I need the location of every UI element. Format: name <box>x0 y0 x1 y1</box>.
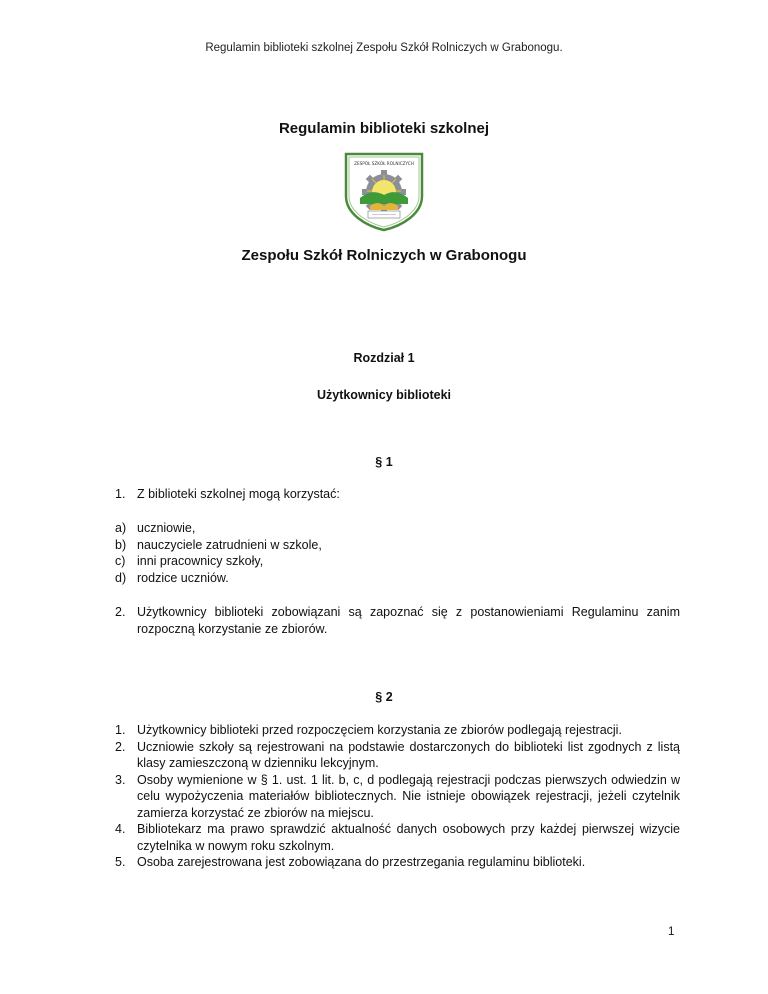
list-letter: a) <box>115 521 127 535</box>
list-item <box>115 739 680 772</box>
item-number: 1. <box>115 723 126 737</box>
section-1-item-2 <box>115 604 680 637</box>
list-text: rodzice uczniów. <box>137 570 229 585</box>
list-item <box>115 553 322 570</box>
section-2-list <box>115 722 680 871</box>
crest-text: ZESPÓŁ SZKÓŁ ROLNICZYCH <box>354 161 414 166</box>
item-text: Z biblioteki szkolnej mogą korzystać: <box>137 487 340 501</box>
page-number: 1 <box>668 926 675 938</box>
list-item <box>115 821 680 854</box>
list-item <box>115 854 680 871</box>
item-text: Użytkownicy biblioteki zobowiązani są zapoznać się z postanowieniami Regulaminu zanim rozpoczną korzystanie ze zbiorów. <box>137 605 680 636</box>
item-number: 5. <box>115 855 126 869</box>
list-item <box>115 772 680 822</box>
list-letter: c) <box>115 554 126 568</box>
list-item <box>115 537 322 554</box>
item-number: 3. <box>115 772 126 787</box>
list-letter: d) <box>115 570 127 585</box>
item-number: 2. <box>115 605 126 619</box>
item-number: 4. <box>115 822 126 836</box>
section-1-label: § 1 <box>375 455 393 469</box>
list-item <box>115 722 680 739</box>
running-header: Regulamin biblioteki szkolnej Zespołu Szkół Rolniczych w Grabonogu. <box>205 42 563 54</box>
list-text: uczniowie, <box>137 521 196 535</box>
list-item <box>115 520 322 537</box>
section-1-item-1 <box>115 486 680 503</box>
item-text: Użytkownicy biblioteki przed rozpoczęciem korzystania ze zbiorów podlegają rejestracji. <box>137 723 622 737</box>
item-text: Bibliotekarz ma prawo sprawdzić aktualność danych osobowych przy każdej pierwszej wizycie czytelnika w nowym roku szkolnym. <box>137 822 680 853</box>
list-letter: b) <box>115 537 127 552</box>
list-text: nauczyciele zatrudnieni w szkole, <box>137 537 322 552</box>
item-number: 2. <box>115 739 126 754</box>
document-title: Regulamin biblioteki szkolnej <box>278 120 490 137</box>
item-number: 1. <box>115 487 126 501</box>
item-text: Uczniowie szkoły są rejestrowani na podstawie dostarczonych do biblioteki list zgodnych z listą klasy zamieszczoną w dzienniku lekcyjnym. <box>137 739 680 770</box>
item-text: Osoba zarejestrowana jest zobowiązana do przestrzegania regulaminu biblioteki. <box>137 855 586 869</box>
chapter-heading: Użytkownicy biblioteki <box>316 388 452 402</box>
section-2-label: § 2 <box>375 690 393 704</box>
document-subtitle: Zespołu Szkół Rolniczych w Grabonogu <box>241 247 527 264</box>
chapter-label: Rozdział 1 <box>353 351 415 365</box>
list-item <box>115 570 322 587</box>
school-crest-icon <box>340 150 428 232</box>
item-text: Osoby wymienione w § 1. ust. 1 lit. b, c, d podlegają rejestracji podczas pierwszych odwiedzin w celu wypożyczenia materiałów bibliotecznych. Nie istnieje obowiązek rejestracji, jeżeli czytelnik zamierza korzystać ze zbiorów na miejscu. <box>137 772 680 820</box>
user-category-list <box>115 520 322 586</box>
list-text: inni pracownicy szkoły, <box>137 554 264 568</box>
